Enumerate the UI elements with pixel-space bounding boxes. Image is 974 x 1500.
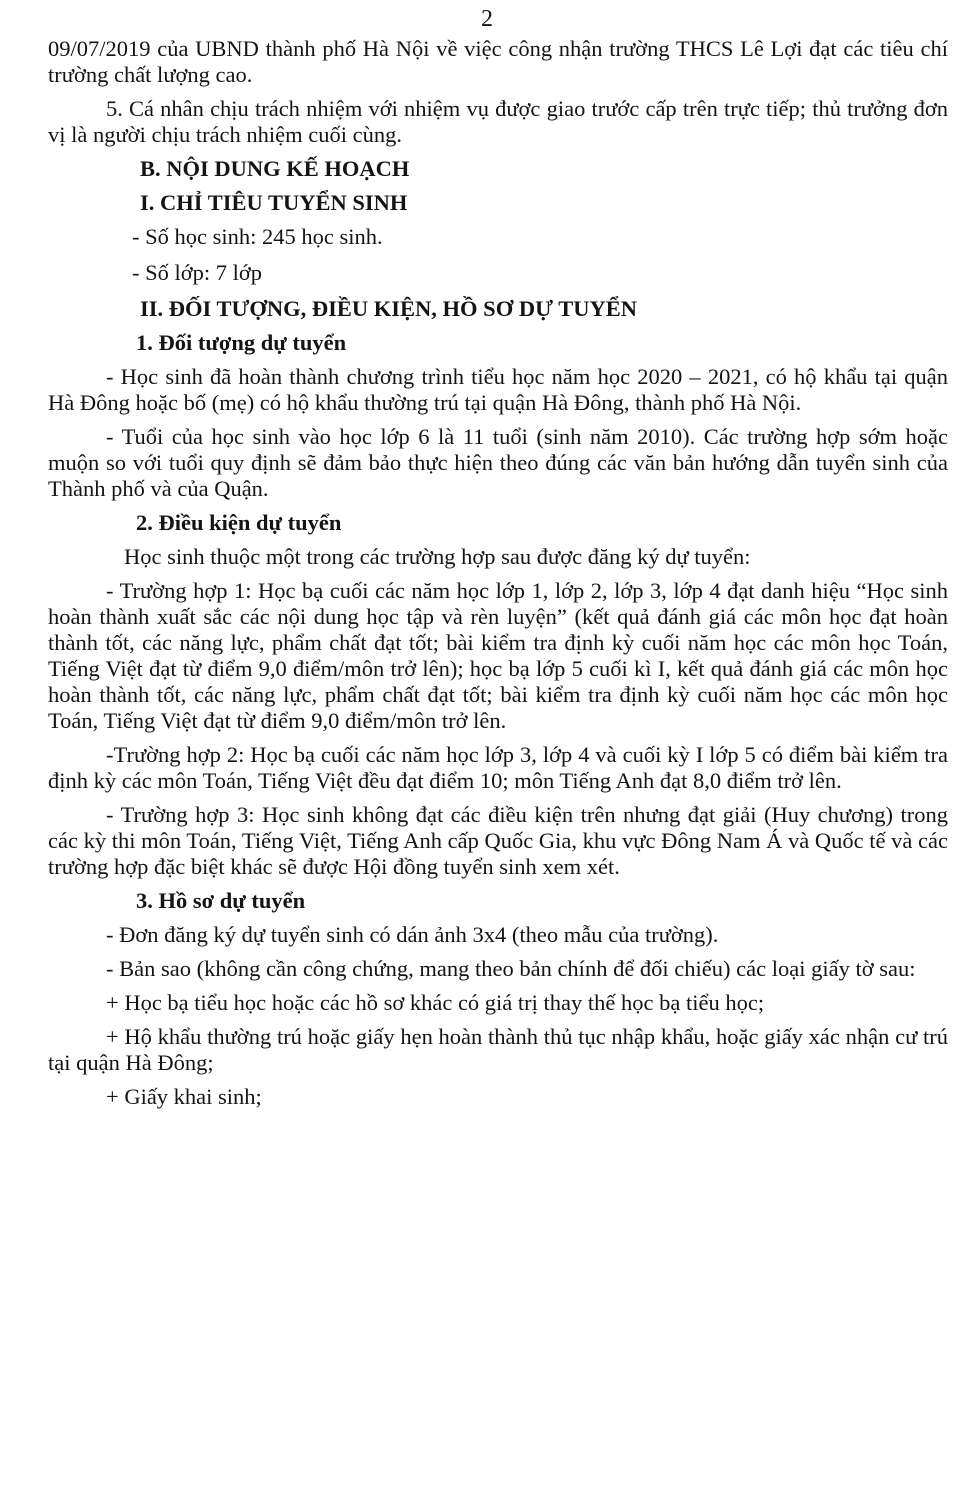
bullet-item: - Số lớp: 7 lớp (132, 260, 263, 285)
paragraph: 5. Cá nhân chịu trách nhiệm với nhiệm vụ được giao trước cấp trên trực tiếp; thủ trưởng đơn vị là người chịu trách nhiệm cuối cùng. (48, 96, 948, 147)
paragraph: - Trường hợp 1: Học bạ cuối các năm học lớp 1, lớp 2, lớp 3, lớp 4 đạt danh hiệu “Học sinh hoàn thành xuất sắc các nội dung học tập và rèn luyện” (kết quả đánh giá các môn học đạt hoàn thành tốt, các năng lực, phẩm chất đạt tốt; bài kiểm tra định kỳ cuối năm học các môn học Toán, Tiếng Việt đạt từ điểm 9,0 điểm/môn trở lên); học bạ lớp 5 cuối kì I, kết quả đánh giá các môn học hoàn thành tốt, các năng lực, phẩm chất đạt tốt; bài kiểm tra định kỳ cuối năm học các môn học Toán, Tiếng Việt đạt từ điểm 9,0 điểm/môn trở lên. (48, 578, 948, 733)
paragraph: Học sinh thuộc một trong các trường hợp sau được đăng ký dự tuyển: (124, 544, 751, 569)
paragraph: - Tuổi của học sinh vào học lớp 6 là 11 tuổi (sinh năm 2010). Các trường hợp sớm hoặc muộn so với tuổi quy định sẽ đảm bảo thực hiện theo đúng các văn bản hướng dẫn tuyển sinh của Thành phố và của Quận. (48, 424, 948, 501)
section-heading: B. NỘI DUNG KẾ HOẠCH (140, 156, 410, 181)
section-heading: 3. Hồ sơ dự tuyển (136, 888, 306, 913)
section-heading: 2. Điều kiện dự tuyển (136, 510, 342, 535)
paragraph: - Trường hợp 3: Học sinh không đạt các điều kiện trên nhưng đạt giải (Huy chương) trong các kỳ thi môn Toán, Tiếng Việt, Tiếng Anh cấp Quốc Gia, khu vực Đông Nam Á và Quốc tế và các trường hợp đặc biệt khác sẽ được Hội đồng tuyển sinh xem xét. (48, 802, 948, 879)
section-heading: I. CHỈ TIÊU TUYỂN SINH (140, 190, 408, 215)
list-item: + Hộ khẩu thường trú hoặc giấy hẹn hoàn thành thủ tục nhập khẩu, hoặc giấy xác nhận cư trú tại quận Hà Đông; (48, 1024, 948, 1075)
list-item: + Học bạ tiểu học hoặc các hồ sơ khác có giá trị thay thế học bạ tiểu học; (106, 990, 765, 1015)
paragraph: - Bản sao (không cần công chứng, mang theo bản chính để đối chiếu) các loại giấy tờ sau: (106, 956, 916, 981)
section-heading: 1. Đối tượng dự tuyển (136, 330, 347, 355)
document-body (48, 36, 948, 1118)
page-number: 2 (481, 6, 493, 32)
paragraph: - Đơn đăng ký dự tuyển sinh có dán ảnh 3x4 (theo mẫu của trường). (106, 922, 719, 947)
list-item: + Giấy khai sinh; (106, 1084, 262, 1109)
paragraph: -Trường hợp 2: Học bạ cuối các năm học lớp 3, lớp 4 và cuối kỳ I lớp 5 có điểm bài kiểm tra định kỳ các môn Toán, Tiếng Việt đều đạt điểm 10; môn Tiếng Anh đạt 8,0 điểm trở lên. (48, 742, 948, 793)
paragraph: 09/07/2019 của UBND thành phố Hà Nội về việc công nhận trường THCS Lê Lợi đạt các tiêu chí trường chất lượng cao. (48, 36, 948, 87)
section-heading: II. ĐỐI TƯỢNG, ĐIỀU KIỆN, HỒ SƠ DỰ TUYỂN (140, 296, 637, 321)
bullet-item: - Số học sinh: 245 học sinh. (132, 224, 383, 249)
paragraph: - Học sinh đã hoàn thành chương trình tiểu học năm học 2020 – 2021, có hộ khẩu tại quận Hà Đông hoặc bố (mẹ) có hộ khẩu thường trú tại quận Hà Đông, thành phố Hà Nội. (48, 364, 948, 415)
